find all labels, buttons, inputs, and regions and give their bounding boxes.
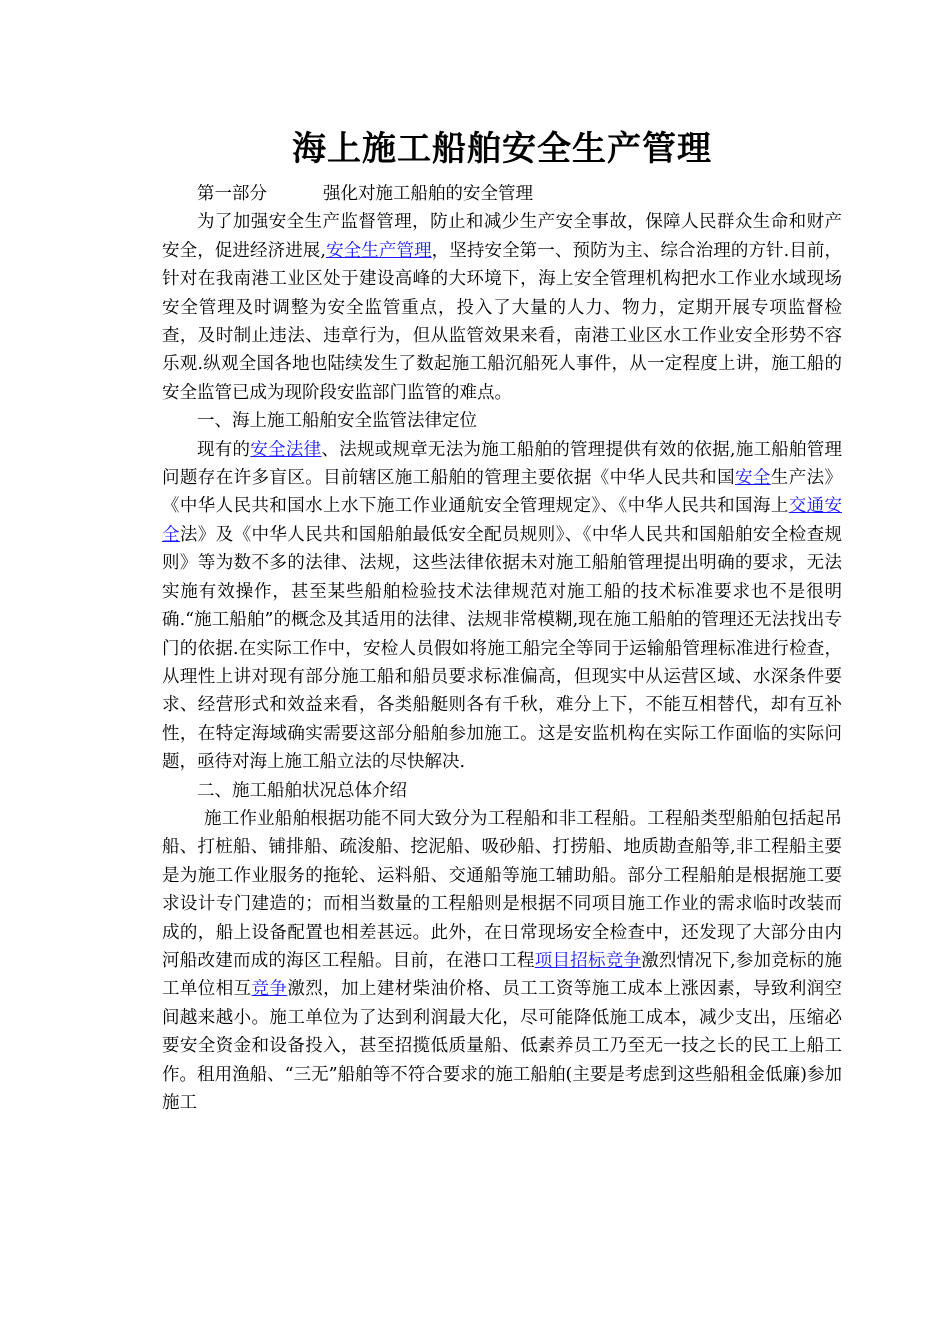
- link-safety-law[interactable]: 安全法律: [250, 439, 322, 460]
- paragraph-text: ，坚持安全第一、预防为主、综合治理的方针.目前，针对在我南港工业区处于建设高峰的大环境下，海上安全管理机构把水工作业水域现场安全管理及时调整为安全监管重点，投入了大量的人力、物力，定期开展专项监督检查，及时制止违法、违章行为，但从监管效果来看，南港工业区水工作业安全形势不容乐观.纵观全国各地也陆续发生了数起施工船沉船死人事件，从一定程度上讲，施工船的安全监管已成为现阶段安监部门监管的难点。: [162, 240, 843, 403]
- paragraph-text: 现有的: [197, 439, 251, 460]
- paragraph-overview: [162, 805, 842, 1117]
- paragraph-text: 激烈，加上建材柴油价格、员工工资等施工成本上涨因素，导致利润空间越来越小。施工单位为了达到利润最大化，尽可能降低施工成本，减少支出，压缩必要安全资金和设备投入，甚至招揽低质量船、低素养员工乃至无一技之长的民工上船工作。租用渔船、“三无”船舶等不符合要求的施工船舶(主要是考虑到这些船租金低廉)参加施工: [162, 979, 843, 1113]
- link-competition[interactable]: 竞争: [251, 979, 288, 1000]
- link-safety[interactable]: 安全: [734, 468, 771, 489]
- paragraph-text: 、法规或规章无法为施工船舶的管理提供有效的依据,施工船舶管理问题存在许多盲区。目前辖区施工船舶的管理主要依据《中华人民共和国: [162, 439, 843, 489]
- section-heading-1: 一、海上施工船舶安全监管法律定位: [197, 411, 477, 432]
- part-heading: [162, 180, 842, 208]
- part-heading-label: 第一部分: [197, 184, 267, 204]
- link-project-bidding-competition[interactable]: 项目招标竞争: [534, 950, 642, 971]
- paragraph-text: 施工作业船舶根据功能不同大致分为工程船和非工程船。工程船类型船舶包括起吊船、打桩船、铺排船、疏浚船、挖泥船、吸砂船、打捞船、地质勘查船等,非工程船主要是为施工作业服务的拖轮、运料船、交通船等施工辅助船。部分工程船舶是根据施工要求设计专门建造的；而相当数量的工程船则是根据不同项目施工作业的需求临时改装而成的，船上设备配置也相差甚远。此外，在日常现场安全检查中，还发现了大部分由内河船改建而成的海区工程船。目前，在港口工程: [162, 808, 842, 971]
- link-traffic-safety[interactable]: 交通安全: [162, 496, 843, 545]
- document-body: [162, 180, 842, 1117]
- part-heading-text: 强化对施工船舶的安全管理: [323, 184, 533, 204]
- paragraph-text: 法》及《中华人民共和国船舶最低安全配员规则》、《中华人民共和国船舶安全检查规则》等为数不多的法律、法规，这些法律依据未对施工船舶管理提出明确的要求，无法实施有效操作，甚至某些船舶检验技术法律规范对施工船的技术标准要求也不是很明确.“施工船舶”的概念及其适用的法律、法规非常模糊,现在施工船舶的管理还无法找出专门的依据.在实际工作中，安检人员假如将施工船完全等同于运输船管理标准进行检查，从理性上讲对现有部分施工船和船员要求标准偏高，但现实中从运营区域、水深条件要求、经营形式和效益来看，各类船艇则各有千秋，难分上下，不能互相替代，却有互补性，在特定海域确实需要这部分船舶参加施工。这是安监机构在实际工作面临的实际问题，亟待对海上施工船立法的尽快解决.: [162, 524, 843, 773]
- paragraph-legal: [162, 436, 842, 777]
- section-heading-2: 二、施工船舶状况总体介绍: [197, 780, 407, 801]
- paragraph-text: 为了加强安全生产监督管理，防止和减少生产安全事故，保障人民群众生命和财产安全，促进经济进展,: [162, 212, 842, 261]
- document-page: [162, 122, 842, 1117]
- paragraph-text: 生产法》《中华人民共和国水上水下施工作业通航安全管理规定》、《中华人民共和国海上: [162, 468, 843, 517]
- paragraph-text: 激烈情况下,参加竞标的施工单位相互: [162, 950, 843, 1000]
- paragraph-intro: [162, 208, 842, 407]
- link-safety-production-management[interactable]: 安全生产管理: [325, 240, 432, 261]
- document-title: 海上施工船舶安全生产管理: [292, 129, 712, 169]
